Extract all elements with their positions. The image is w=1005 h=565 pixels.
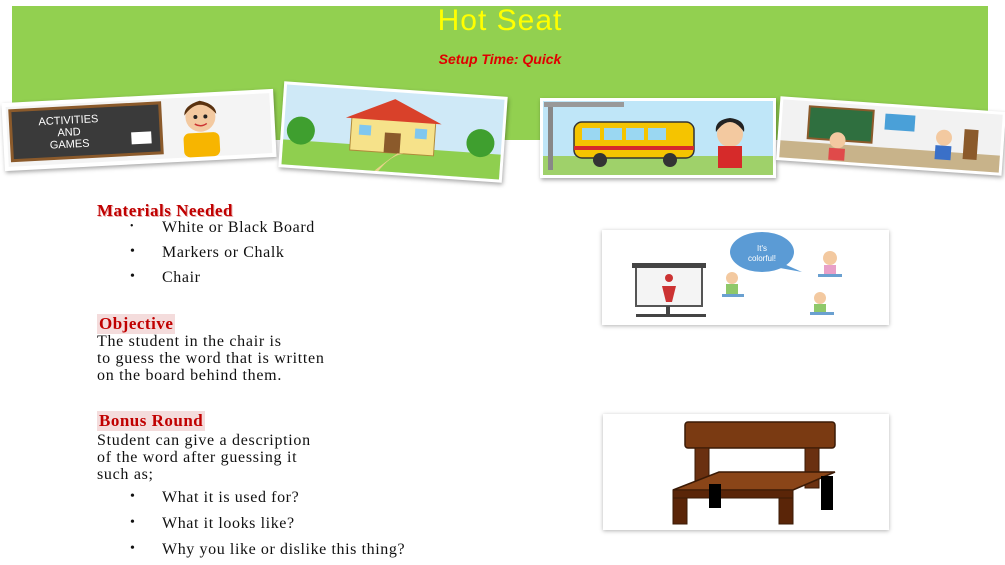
speech-bubble-line1: It's xyxy=(757,244,767,253)
bonus-list xyxy=(128,489,405,559)
page-title: Hot Seat xyxy=(437,4,563,37)
bonus-text: Student can give a description of the word after guessing it such as; xyxy=(97,432,311,483)
materials-list xyxy=(128,219,315,287)
bonus-item: • Why you like or dislike this thing? xyxy=(130,541,406,558)
activities-games-photo xyxy=(1,89,276,171)
materials-heading: Materials Needed xyxy=(97,201,233,220)
school-building-photo xyxy=(278,81,507,182)
board-text-line3: GAMES xyxy=(49,137,90,152)
materials-item: • White or Black Board xyxy=(130,219,315,236)
objective-text: The student in the chair is to guess the word that is written on the board behind them. xyxy=(97,333,325,384)
classroom-illustration xyxy=(602,230,889,325)
board-text-line1: ACTIVITIES xyxy=(38,113,99,129)
page-subtitle: Setup Time: Quick xyxy=(438,51,562,67)
bonus-item: • What it is used for? xyxy=(130,489,300,506)
bonus-heading: Bonus Round xyxy=(99,411,204,430)
school-bus-photo xyxy=(540,98,776,178)
materials-item: • Markers or Chalk xyxy=(130,244,285,261)
board-text-line2: AND xyxy=(57,126,81,140)
speech-bubble-line2: colorful! xyxy=(747,254,777,263)
bonus-item: • What it looks like? xyxy=(130,515,295,532)
chair-illustration xyxy=(603,414,889,530)
materials-item: • Chair xyxy=(130,269,201,286)
objective-heading: Objective xyxy=(99,314,174,333)
